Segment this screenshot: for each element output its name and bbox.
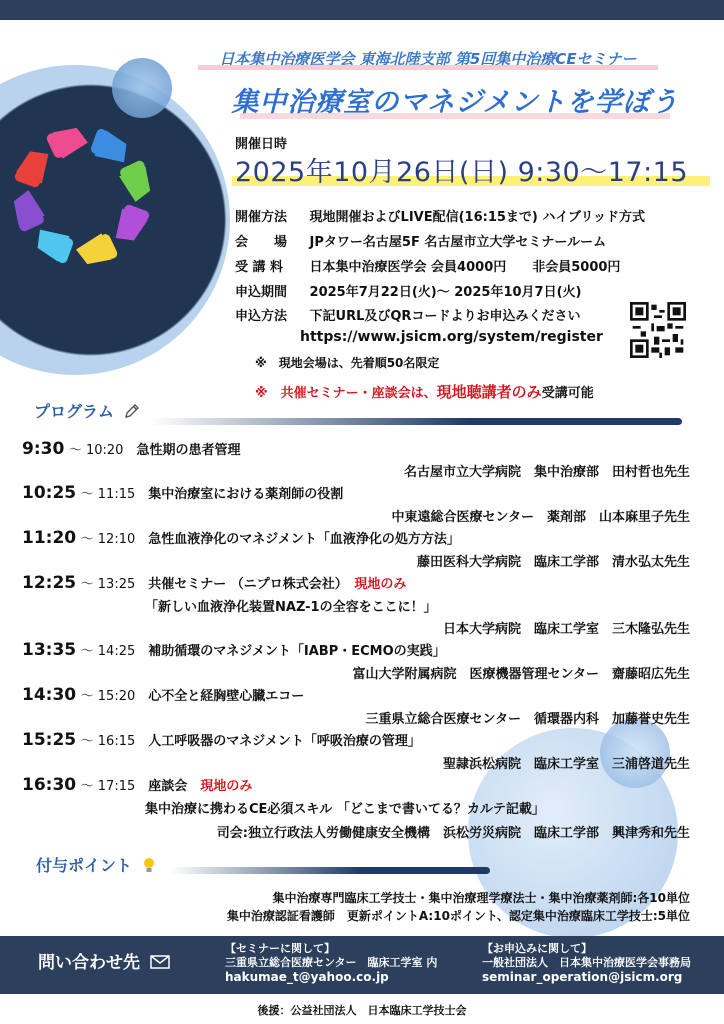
- envelope-icon: [150, 955, 170, 969]
- seminar-contact: [225, 942, 437, 984]
- session-title: 共催セミナー （ニプロ株式会社）: [148, 577, 342, 592]
- seminar-contact-heading: 【セミナーに関して】: [225, 942, 335, 955]
- session-subtitle: 「新しい血液浄化装置NAZ-1の全容をここに！」: [145, 600, 437, 615]
- info-value: 2025年7月22日(火)～ 2025年10月7日(火): [309, 285, 582, 300]
- program-heading: [34, 399, 141, 422]
- apply-contact: [482, 942, 691, 984]
- program-item: [22, 573, 406, 593]
- time-start: 11:20: [22, 528, 77, 548]
- note-text-b: 現地聴講者のみ: [436, 383, 542, 401]
- points-heading-text: 付与ポイント: [36, 856, 133, 875]
- info-key: 会 場: [235, 235, 288, 250]
- info-value: JPタワー名古屋5F 名古屋市立大学セミナールーム: [309, 235, 607, 250]
- time-end: ～ 10:20: [68, 443, 124, 458]
- info-key: 申込方法: [235, 309, 288, 324]
- note-text: 現地会場は、先着順50名限定: [278, 356, 440, 370]
- session-speaker: 日本大学病院 臨床工学室 三木隆弘先生: [442, 622, 690, 637]
- seminar-contact-email[interactable]: hakumae_t@yahoo.co.jp: [225, 970, 389, 984]
- time-start: 9:30: [22, 439, 65, 459]
- time-start: 12:25: [22, 573, 77, 593]
- program-item: [22, 730, 421, 750]
- qr-code[interactable]: [630, 302, 686, 358]
- sponsor-note: 後援：公益社団法人 日本臨床工学技士会: [257, 1004, 467, 1017]
- time-end: ～ 13:25: [80, 577, 136, 592]
- note-text-c: 受講可能: [541, 386, 594, 401]
- session-title: 人工呼吸器のマネジメント「呼吸治療の管理」: [148, 734, 421, 749]
- register-url-link[interactable]: https://www.jsicm.org/system/register: [300, 329, 603, 345]
- onsite-only-badge: 現地のみ: [200, 779, 253, 794]
- apply-contact-email[interactable]: seminar_operation@jsicm.org: [482, 970, 683, 984]
- session-title: 集中治療室における薬剤師の役割: [148, 487, 344, 502]
- note-capacity: [255, 354, 439, 371]
- note-text-a: 共催セミナー・座談会は、: [280, 386, 437, 401]
- time-end: ～ 17:15: [80, 779, 136, 794]
- points-line: 集中治療認証看護師 更新ポイントA:10ポイント、認定集中治療臨床工学技士:5単位: [226, 909, 690, 923]
- session-title: 急性期の患者管理: [136, 443, 241, 458]
- time-end: ～ 12:10: [80, 532, 136, 547]
- info-row: [235, 281, 581, 300]
- program-item: [22, 483, 343, 503]
- time-start: 13:35: [22, 640, 77, 660]
- session-title: 補助循環のマネジメント「IABP・ECMOの実践」: [148, 644, 446, 659]
- points-divider: [170, 867, 490, 874]
- info-value: 日本集中治療医学会 会員4000円 非会員5000円: [309, 260, 621, 275]
- time-end: ～ 11:15: [80, 487, 136, 502]
- info-key: 開催方法: [235, 210, 288, 225]
- note-mark: ※: [255, 356, 267, 370]
- session-subtitle: 集中治療に携わるCE必須スキル 「どこまで書いてる？カルテ記載」: [145, 802, 545, 817]
- program-item: [22, 439, 240, 459]
- pencil-icon: [123, 402, 141, 420]
- time-start: 16:30: [22, 775, 77, 795]
- note-onsite: [255, 381, 594, 402]
- info-value: 現地開催およびLIVE配信(16:15まで) ハイブリッド方式: [309, 210, 645, 225]
- time-start: 14:30: [22, 685, 77, 705]
- info-row: [235, 206, 645, 225]
- points-line: 集中治療専門臨床工学技士・集中治療理学療法士・集中治療薬剤師:各10単位: [272, 891, 690, 905]
- event-date: 2025年10月26日(日) 9:30～17:15: [235, 157, 689, 188]
- time-start: 10:25: [22, 483, 77, 503]
- page-title: 集中治療室のマネジメントを学ぼう: [220, 80, 690, 119]
- time-start: 15:25: [22, 730, 77, 750]
- points-heading: [36, 853, 156, 876]
- note-mark: ※: [255, 386, 268, 401]
- apply-contact-org: 一般社団法人 日本集中治療医学会事務局: [482, 956, 691, 969]
- program-item: [22, 640, 446, 660]
- session-speaker: 名古屋市立大学病院 集中治療部 田村哲也先生: [403, 465, 690, 480]
- top-bar: [0, 0, 724, 20]
- apply-contact-heading: 【お申込みに関して】: [482, 942, 592, 955]
- program-heading-text: プログラム: [34, 402, 114, 421]
- contact-heading-text: 問い合わせ先: [38, 953, 140, 973]
- seminar-subtitle: 日本集中治療医学会 東海北陸支部 第5回集中治療CEセミナー: [168, 48, 688, 70]
- session-speaker: 中東遠総合医療センター 薬剤部 山本麻里子先生: [391, 510, 690, 525]
- session-title: 急性血液浄化のマネジメント「血液浄化の処方方法」: [148, 532, 460, 547]
- contact-heading: [38, 948, 170, 973]
- info-value: 下記URL及びQRコードよりお申込みください: [309, 309, 581, 324]
- session-speaker: 司会:独立行政法人労働健康安全機構 浜松労災病院 臨床工学部 興津秀和先生: [216, 826, 690, 841]
- seminar-contact-org: 三重県立総合医療センター 臨床工学室 内: [225, 956, 438, 969]
- program-divider: [150, 418, 682, 425]
- info-key: 受 講 料: [235, 260, 284, 275]
- onsite-only-badge: 現地のみ: [354, 577, 407, 592]
- session-speaker: 藤田医科大学病院 臨床工学部 清水弘太先生: [416, 555, 690, 570]
- info-row: [235, 231, 606, 250]
- info-key: 申込期間: [235, 285, 288, 300]
- lightbulb-icon: [142, 856, 156, 874]
- contact-footer: [0, 936, 724, 994]
- info-row: [235, 305, 580, 324]
- session-speaker: 三重県立総合医療センター 循環器内科 加藤誉史先生: [365, 712, 690, 727]
- session-speaker: 富山大学附属病院 医療機器管理センター 齋藤昭広先生: [352, 667, 690, 682]
- time-end: ～ 14:25: [80, 644, 136, 659]
- session-speaker: 聖隷浜松病院 臨床工学室 三浦啓道先生: [442, 757, 690, 772]
- program-item: [22, 528, 460, 548]
- hands-circle-logo: [0, 108, 175, 278]
- time-end: ～ 16:15: [80, 734, 136, 749]
- program-item: [22, 685, 304, 705]
- session-title: 心不全と経胸壁心臓エコー: [148, 689, 305, 704]
- program-item: [22, 775, 252, 795]
- info-row: [235, 256, 620, 275]
- date-label: 開催日時: [235, 137, 288, 152]
- time-end: ～ 15:20: [80, 689, 136, 704]
- session-title: 座談会: [148, 779, 188, 794]
